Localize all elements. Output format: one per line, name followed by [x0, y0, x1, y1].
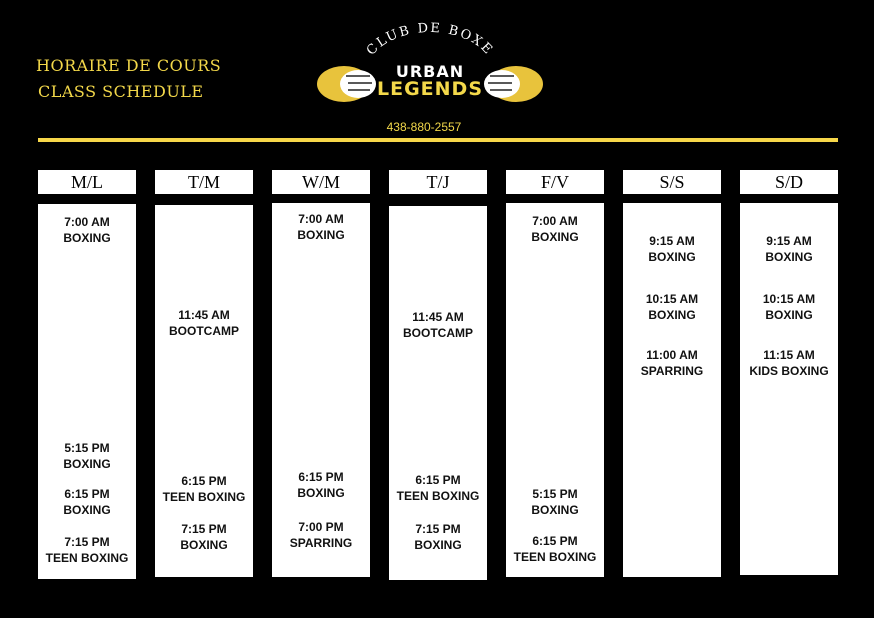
logo-brand-urban: URBAN — [395, 62, 465, 81]
day-header: S/D — [740, 170, 838, 194]
class-name: BOXING — [180, 538, 228, 552]
schedule-heading-english: CLASS SCHEDULE — [38, 82, 204, 101]
class-time: 11:00 AM — [646, 348, 698, 362]
class-time: 7:00 AM — [64, 215, 110, 229]
class-slot — [506, 486, 604, 518]
class-slot — [623, 291, 721, 323]
class-name: TEEN BOXING — [162, 490, 246, 504]
class-name: BOXING — [297, 228, 345, 242]
class-slot — [623, 347, 721, 379]
day-header: T/J — [389, 170, 487, 194]
class-time: 7:00 PM — [298, 520, 344, 534]
class-time: 10:15 AM — [645, 292, 699, 306]
class-time: 7:15 PM — [64, 535, 110, 549]
class-name: BOXING — [63, 457, 111, 471]
day-header: M/L — [38, 170, 136, 194]
day-column — [389, 206, 487, 580]
class-slot — [38, 214, 136, 246]
class-time: 7:00 AM — [532, 214, 578, 228]
class-slot — [623, 233, 721, 265]
day-header: T/M — [155, 170, 253, 194]
class-name: BOXING — [765, 250, 813, 264]
class-slot — [389, 521, 487, 553]
phone-number: 438-880-2557 — [386, 120, 462, 134]
class-slot — [155, 521, 253, 553]
class-slot — [38, 440, 136, 472]
class-time: 6:15 PM — [181, 474, 227, 488]
class-time: 11:45 AM — [178, 308, 230, 322]
class-time: 7:15 PM — [415, 522, 461, 536]
class-name: BOXING — [648, 250, 696, 264]
day-header: F/V — [506, 170, 604, 194]
class-name: SPARRING — [289, 536, 353, 550]
class-time: 6:15 PM — [415, 473, 461, 487]
class-time: 11:45 AM — [412, 310, 464, 324]
class-slot — [155, 473, 253, 505]
day-column — [38, 204, 136, 579]
class-name: BOXING — [765, 308, 813, 322]
class-slot — [38, 534, 136, 566]
logo-brand-legends: LEGENDS — [376, 78, 484, 100]
class-time: 10:15 AM — [762, 292, 816, 306]
class-name: BOXING — [648, 308, 696, 322]
class-slot — [740, 291, 838, 323]
class-time: 6:15 PM — [64, 487, 110, 501]
club-logo — [310, 22, 550, 122]
class-slot — [389, 309, 487, 341]
class-slot — [155, 307, 253, 339]
boxing-glove-icon — [316, 60, 380, 106]
class-slot — [38, 486, 136, 518]
day-column — [623, 203, 721, 577]
day-header: W/M — [272, 170, 370, 194]
class-slot — [272, 469, 370, 501]
class-slot — [272, 211, 370, 243]
boxing-glove-icon — [480, 60, 544, 106]
class-slot — [740, 233, 838, 265]
class-time: 11:15 AM — [763, 348, 815, 362]
class-name: BOXING — [297, 486, 345, 500]
class-name: BOOTCAMP — [169, 324, 239, 338]
class-time: 7:00 AM — [298, 212, 344, 226]
class-time: 6:15 PM — [532, 534, 578, 548]
schedule-heading-french: HORAIRE DE COURS — [36, 56, 222, 75]
class-name: TEEN BOXING — [45, 551, 129, 565]
class-name: BOXING — [63, 503, 111, 517]
class-slot — [389, 472, 487, 504]
day-column — [740, 203, 838, 575]
class-name: BOXING — [63, 231, 111, 245]
class-time: 6:15 PM — [298, 470, 344, 484]
class-time: 5:15 PM — [64, 441, 110, 455]
class-time: 7:15 PM — [181, 522, 227, 536]
logo-arc-label: CLUB DE BOXE — [363, 22, 497, 59]
class-name: BOXING — [414, 538, 462, 552]
day-column — [272, 203, 370, 577]
header-divider — [38, 138, 838, 142]
class-slot — [740, 347, 838, 379]
class-name: TEEN BOXING — [396, 489, 480, 503]
class-time: 5:15 PM — [532, 487, 578, 501]
class-slot — [506, 213, 604, 245]
class-name: KIDS BOXING — [749, 364, 829, 378]
class-name: BOXING — [531, 503, 579, 517]
class-slot — [272, 519, 370, 551]
class-time: 9:15 AM — [649, 234, 695, 248]
day-column — [155, 205, 253, 577]
class-name: SPARRING — [640, 364, 704, 378]
day-header: S/S — [623, 170, 721, 194]
class-slot — [506, 533, 604, 565]
class-time: 9:15 AM — [766, 234, 812, 248]
class-name: BOOTCAMP — [403, 326, 473, 340]
day-column — [506, 203, 604, 577]
class-name: TEEN BOXING — [513, 550, 597, 564]
class-name: BOXING — [531, 230, 579, 244]
